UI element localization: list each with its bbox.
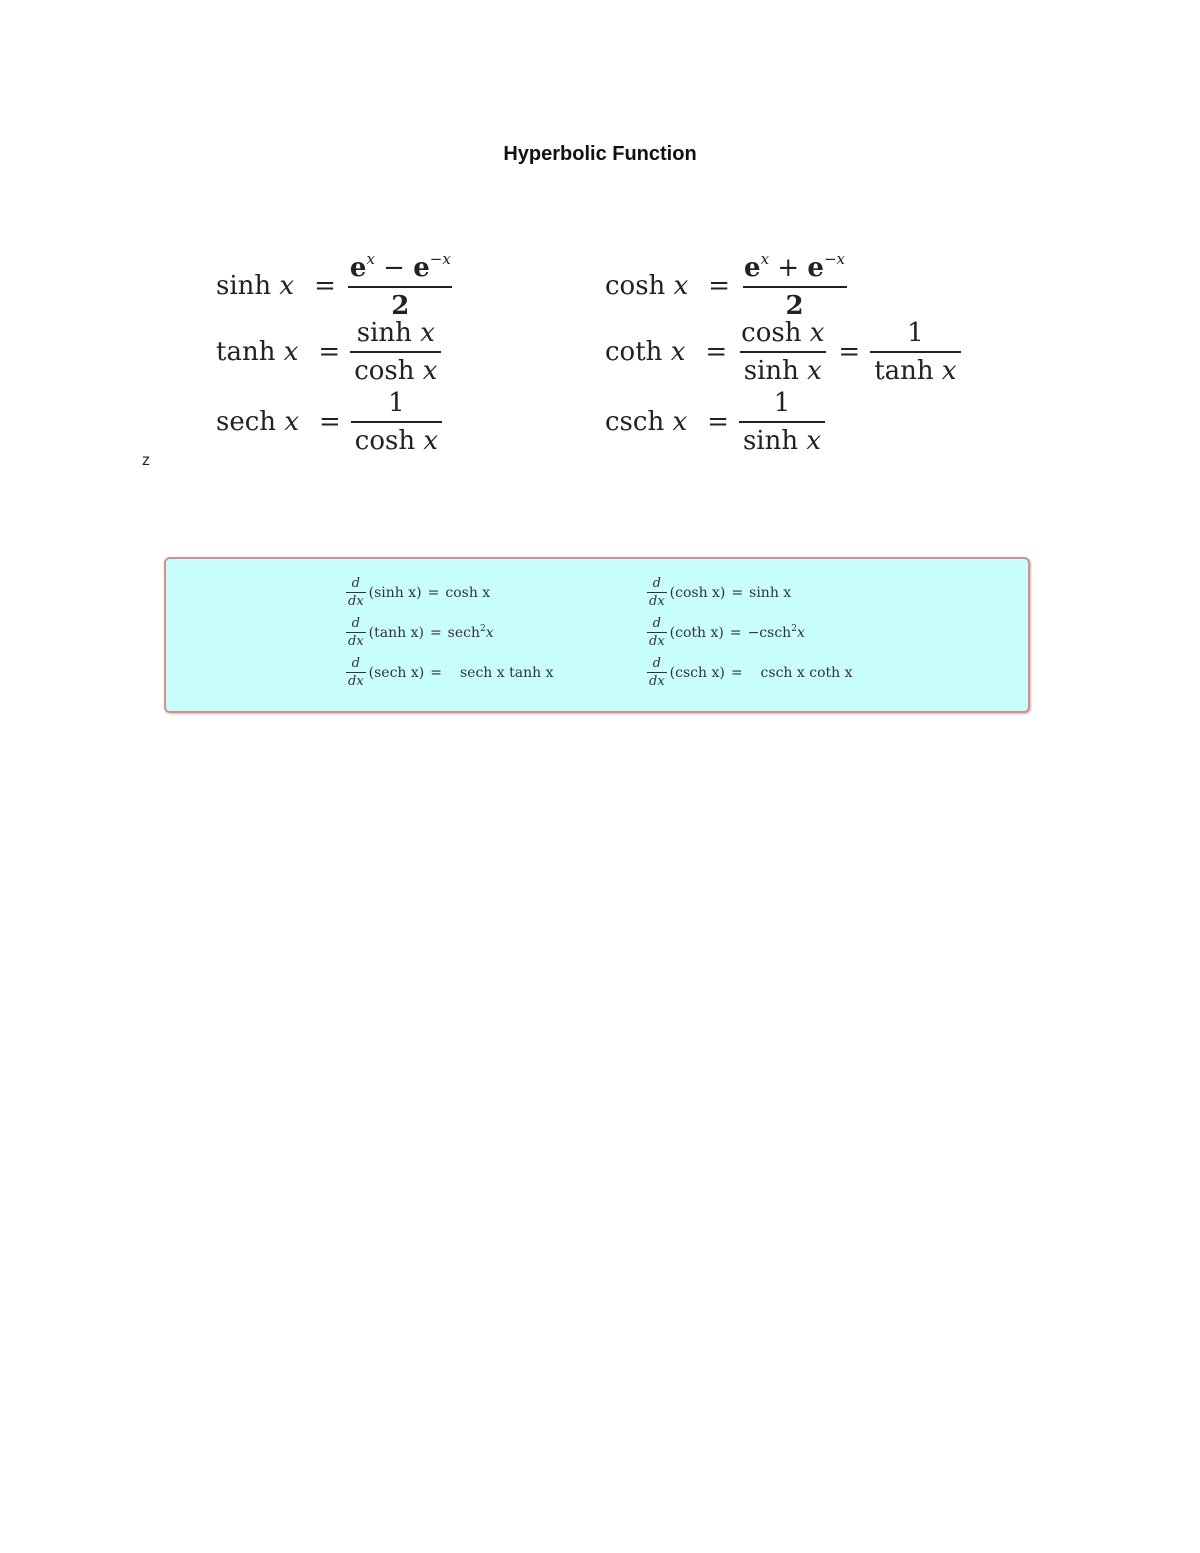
cosh-numerator: $e^x + e^{-x}$ — [744, 250, 845, 283]
sech-fraction — [351, 388, 442, 456]
sinh-equals: = — [314, 270, 336, 301]
csch-numerator: 1 — [773, 388, 791, 418]
coth-numerator-2: 1 — [907, 318, 924, 348]
cosh-denominator: 2 — [743, 286, 847, 321]
deriv-sinh: d dx (sinh x) = cosh x — [348, 576, 491, 609]
csch-fraction — [739, 388, 825, 456]
deriv-csch-result: csch x coth x — [760, 664, 853, 681]
deriv-sech-arg: (sech x) — [368, 664, 425, 681]
deriv-tanh-operator: d dx — [348, 616, 364, 649]
coth-numerator: cosh x — [741, 318, 825, 348]
stray-mark: z — [142, 452, 150, 469]
coth-definition — [605, 318, 961, 386]
coth-var: x — [670, 337, 686, 367]
csch-definition — [605, 388, 825, 456]
csch-label: csch — [605, 407, 665, 437]
deriv-sech-result: sech x tanh x — [460, 664, 554, 681]
sinh-numerator: $e^x - e^{-x}$ — [349, 250, 451, 283]
tanh-definition — [216, 318, 441, 386]
deriv-sinh-operator: d dx — [348, 576, 364, 609]
deriv-cosh-arg: (cosh x) — [669, 584, 726, 601]
deriv-coth: d dx (coth x) = −csch$^2$x — [649, 616, 805, 649]
sinh-definition — [216, 250, 455, 321]
cosh-label: cosh — [605, 270, 666, 301]
sech-var: x — [284, 407, 299, 437]
coth-equals-2: = — [838, 337, 861, 367]
sinh-var: x — [279, 270, 295, 301]
deriv-cosh-operator: d dx — [649, 576, 665, 609]
coth-label: coth — [605, 337, 663, 367]
tanh-denominator: cosh x — [350, 351, 441, 386]
sinh-fraction — [346, 250, 455, 321]
cosh-var: x — [673, 270, 689, 301]
deriv-tanh-result: sech$^2$x — [447, 624, 494, 641]
deriv-tanh: d dx (tanh x) = sech$^2$x — [348, 616, 494, 649]
tanh-label: tanh — [216, 337, 276, 367]
coth-equals: = — [705, 337, 728, 367]
csch-equals: = — [707, 407, 729, 437]
deriv-csch-arg: (csch x) — [669, 664, 725, 681]
deriv-coth-arg: (coth x) — [669, 624, 724, 641]
coth-fraction-2 — [870, 318, 960, 386]
deriv-cosh: d dx (cosh x) = sinh x — [649, 576, 792, 609]
deriv-coth-result: −csch$^2$x — [747, 624, 805, 641]
cosh-fraction — [740, 250, 849, 321]
sech-equals: = — [318, 407, 341, 437]
page-title: Hyperbolic Function — [503, 143, 697, 165]
coth-denominator: sinh x — [740, 351, 826, 386]
tanh-equals: = — [318, 337, 341, 367]
deriv-coth-operator: d dx — [649, 616, 665, 649]
deriv-cosh-result: sinh x — [749, 584, 792, 601]
deriv-sech-operator: d dx — [348, 656, 364, 689]
tanh-numerator: sinh x — [356, 318, 435, 348]
deriv-csch-operator: d dx — [649, 656, 665, 689]
sech-label: sech — [216, 407, 277, 437]
coth-denominator-2: tanh x — [870, 351, 960, 386]
tanh-fraction — [350, 318, 441, 386]
deriv-tanh-arg: (tanh x) — [368, 624, 424, 641]
csch-denominator: sinh x — [739, 421, 825, 456]
tanh-var: x — [283, 337, 299, 367]
sinh-denominator: 2 — [348, 286, 452, 321]
deriv-csch: d dx (csch x) = csch x coth x — [649, 656, 853, 689]
deriv-sech: d dx (sech x) = sech x tanh x — [348, 656, 554, 689]
sech-numerator: 1 — [388, 388, 405, 418]
csch-var: x — [672, 407, 688, 437]
sech-definition — [216, 388, 442, 456]
coth-fraction — [737, 318, 828, 386]
deriv-sinh-result: cosh x — [445, 584, 491, 601]
derivatives-box — [164, 557, 1030, 713]
sinh-label: sinh — [216, 270, 272, 301]
sech-denominator: cosh x — [351, 421, 442, 456]
cosh-definition — [605, 250, 849, 321]
cosh-equals: = — [708, 270, 731, 301]
deriv-sinh-arg: (sinh x) — [368, 584, 422, 601]
